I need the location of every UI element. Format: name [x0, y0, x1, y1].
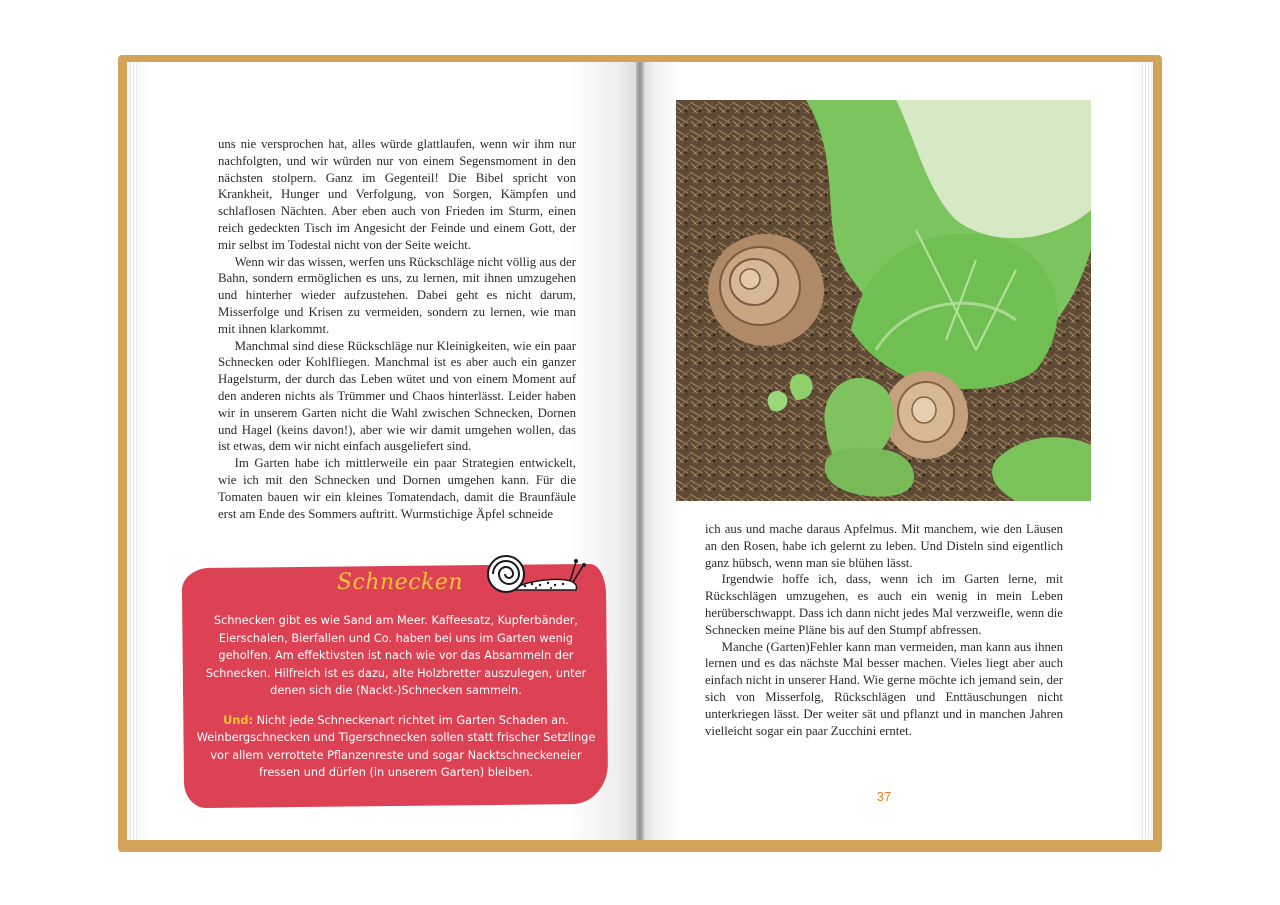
info-box-title: Schnecken [336, 570, 464, 595]
left-paragraph-2: Wenn wir das wissen, werfen uns Rückschläge nicht völlig aus der Bahn, sondern ermöglichen es uns, zu lernen, mit ihnen umzugehen und hinterher wieder aufzustehen. Dabei geht es nicht darum, Misserfolge und Krisen zu vermeiden, sondern zu lernen, wie man mit ihnen klarkommt. [218, 254, 576, 336]
left-page-edges [130, 62, 138, 840]
right-paragraph-1: ich aus und mache daraus Apfelmus. Mit manchem, wie den Läusen an den Rosen, habe ich gelernt zu leben. Und Disteln sind eigentlich ganz hübsch, wenn man sie blühen lässt. [705, 522, 1063, 570]
snail-photo [676, 100, 1091, 501]
snail-illustration-icon [480, 548, 590, 594]
right-paragraph-3: Manche (Garten)Fehler kann man vermeiden, man kann aus ihnen lernen und es das nächste Mal besser machen. Vieles liegt aber auch einfach nicht in unserer Hand. Wie gerne möchte ich jemand sein, der sich von Misserfolg, Rückschlägen und Enttäuschungen nicht unterkriegen lässt. Der weiter sät und pflanzt und in manchen Jahren vielleicht sogar ein paar Zucchini erntet. [705, 639, 1063, 738]
info-box-paragraph-2-text: Nicht jede Schneckenart richtet im Garten Schaden an. Weinbergschnecken und Tigerschnecken sollen statt frischer Setzlinge vor allem verrottete Pflanzenreste und sogar Nacktschneckeneier fressen und dürfen (in unserem Garten) bleiben. [196, 713, 596, 779]
info-box-lead: Und: [223, 713, 253, 727]
book-gutter [636, 62, 644, 840]
page-number: 37 [876, 789, 892, 804]
info-box-paragraph-1: Schnecken gibt es wie Sand am Meer. Kaffeesatz, Kupferbänder, Eierschalen, Bierfallen und Co. haben bei uns im Garten wenig geholfen. Am effektivsten ist nach wie vor das Absammeln der Schnecken. Hilfreich ist es dazu, alte Holzbretter auszulegen, unter denen sich die (Nackt-)Schnecken sammeln. [205, 614, 587, 697]
info-box-paragraph-2 [196, 712, 596, 782]
left-paragraph-3: Manchmal sind diese Rückschläge nur Kleinigkeiten, wie ein paar Schnecken oder Kohlfliegen. Manchmal ist es aber auch ein ganzer Hagelsturm, der durch das Leben wütet und von einem Moment auf den anderen nichts als Trümmer und Chaos hinterlässt. Leider haben wir in unserem Garten nicht die Wahl zwischen Schnecken, Dornen und Hagel (keins davon!), aber wie wir damit umgehen wollen, das ist etwas, dem wir nicht einfach ausgeliefert sind. [218, 338, 576, 454]
left-paragraph-4: Im Garten habe ich mittlerweile ein paar Strategien entwickelt, wie ich mit den Schnecken und Dornen umgehen kann. Für die Tomaten bauen wir ein kleines Tomatendach, damit die Braunfäule erst am Ende des Sommers auftritt. Wurmstichige Äpfel schneide [218, 456, 576, 521]
right-paragraph-2: Irgendwie hoffe ich, dass, wenn ich im Garten lerne, mit Rückschlägen umzugehen, es auch ein wenig in mein Leben herüberschwappt. Dass ich dann nicht jedes Mal verzweifle, wenn die Schnecken meine Pläne bis auf den Stumpf abfressen. [705, 572, 1063, 637]
info-box-body [196, 612, 596, 782]
right-page-edges [1142, 62, 1150, 840]
left-page-text [218, 136, 576, 522]
left-paragraph-1: uns nie versprochen hat, alles würde glattlaufen, wenn wir ihm nur nachfolgten, und wir würden nur von einem Segensmoment in den nächsten stolpern. Ganz im Gegenteil! Die Bibel spricht von Krankheit, Hunger und Verfolgung, von Sorgen, Kämpfen und schlaflosen Nächten. Aber eben auch von Frieden im Sturm, einen reich gedeckten Tisch im Angesicht der Feinde und einem Gott, der mir selbst im Todestal nicht von der Seite weicht. [218, 137, 576, 252]
right-page-text [705, 521, 1063, 739]
